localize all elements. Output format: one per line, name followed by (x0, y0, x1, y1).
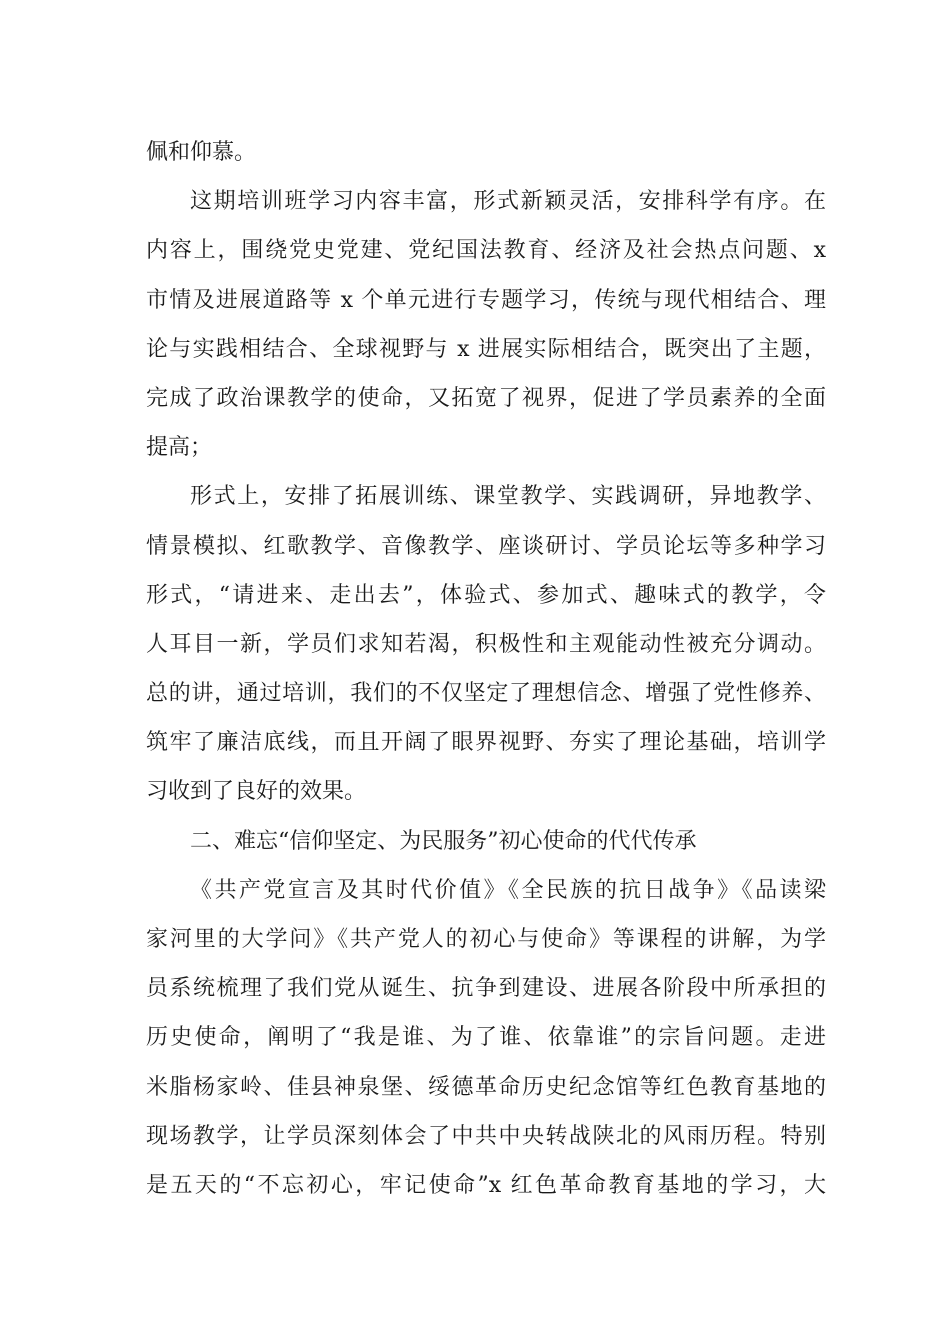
text-line: 习收到了良好的效果。 (146, 779, 367, 805)
text-line: 《共产党宣言及其时代价值》《全民族的抗日战争》《品读梁 (190, 877, 826, 903)
text-line: 市情及进展道路等 x 个单元进行专题学习，传统与现代相结合、理 (146, 287, 826, 313)
text-line: 这期培训班学习内容丰富，形式新颖灵活，安排科学有序。在 (190, 189, 826, 215)
text-line: 总的讲，通过培训，我们的不仅坚定了理想信念、增强了党性修养、 (146, 681, 826, 707)
text-line: 家河里的大学问》《共产党人的初心与使命》等课程的讲解，为学 (146, 927, 826, 952)
text-line: 是五天的“不忘初心，牢记使命”x 红色革命教育基地的学习，大 (146, 1172, 826, 1198)
text-line: 米脂杨家岭、佳县神泉堡、绥德革命历史纪念馆等红色教育基地的 (146, 1074, 826, 1100)
text-line: 提高； (146, 435, 213, 461)
text-line: 人耳目一新，学员们求知若渴，积极性和主观能动性被充分调动。 (146, 631, 826, 657)
text-line: 员系统梳理了我们党从诞生、抗争到建设、进展各阶段中所承担的 (146, 976, 826, 1002)
text-line: 现场教学，让学员深刻体会了中共中央转战陕北的风雨历程。特别 (146, 1123, 826, 1149)
text-line: 形式，“请进来、走出去”，体验式、参加式、趣味式的教学，令 (146, 582, 826, 608)
text-line: 完成了政治课教学的使命，又拓宽了视界，促进了学员素养的全面 (146, 385, 826, 411)
text-line: 筑牢了廉洁底线，而且开阔了眼界视野、夯实了理论基础，培训学 (146, 730, 826, 756)
text-line: 形式上，安排了拓展训练、课堂教学、实践调研，异地教学、 (190, 484, 826, 510)
text-line: 内容上，围绕党史党建、党纪国法教育、经济及社会热点问题、x (146, 238, 826, 264)
text-line: 历史使命，阐明了“我是谁、为了谁、依靠谁”的宗旨问题。走进 (146, 1025, 826, 1051)
text-line: 情景模拟、红歌教学、音像教学、座谈研讨、学员论坛等多种学习 (146, 533, 826, 559)
text-line: 佩和仰慕。 (146, 140, 257, 165)
text-line: 二、难忘“信仰坚定、为民服务”初心使命的代代传承 (190, 828, 697, 854)
text-line: 论与实践相结合、全球视野与 x 进展实际相结合，既突出了主题， (146, 336, 826, 362)
body-text (146, 128, 826, 1210)
